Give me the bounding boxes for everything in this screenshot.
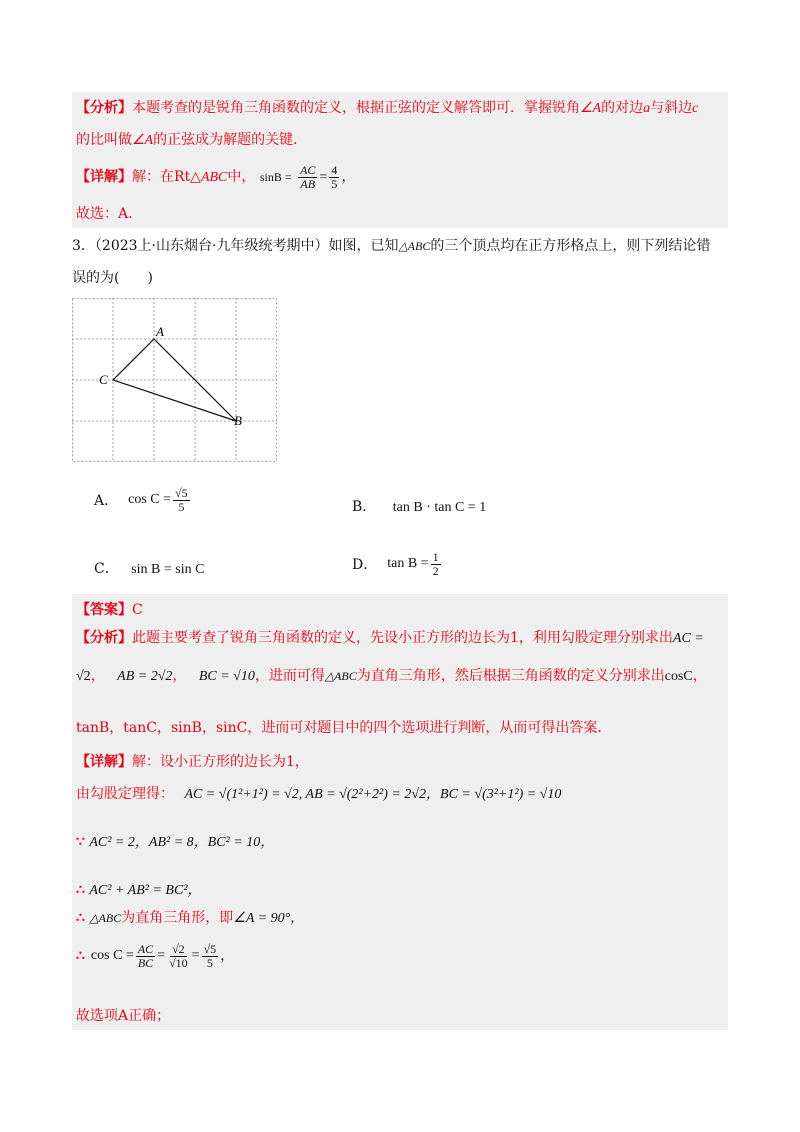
fenxi-text: 为直角三角形，然后根据三角函数的定义分别求出 [356, 668, 665, 684]
final-line [76, 1006, 170, 1026]
fraction-ac-ab: $\frac{AC}{AB}$ [300, 162, 316, 191]
fraction-sqrt5-5: $\frac{√5}{5}$ [203, 941, 217, 970]
fenxi-text: 的对边 [601, 100, 644, 116]
triangle-abc: △ABC [324, 669, 357, 683]
ac-expr: AC = [672, 631, 704, 646]
prev-xiangjie-line: 【详解】解：在Rt△ABC中， sinB = $\frac{AC}{AB}$ = $\frac{4}{5}$ ， [76, 162, 356, 191]
cos-line: ∴ cos C = $\frac{AC}{BC}$ = $\frac{√2}{√10}$ = $\frac{√5}{5}$ ， [76, 941, 235, 970]
option-b[interactable] [352, 496, 486, 516]
angle-a: ∠A [580, 101, 602, 116]
angle-a-90: ∠A = 90°， [233, 911, 305, 926]
triangle-abc: △ABC [398, 239, 431, 253]
fraction-sqrt2-sqrt10: $\frac{√2}{√10}$ [169, 941, 188, 970]
fenxi-tag: 【分析】 [76, 630, 132, 646]
fenxi-tag: 【分析】 [76, 100, 132, 116]
gougu-line [76, 784, 561, 805]
option-a[interactable] [94, 480, 192, 520]
prev-fenxi-line2 [76, 130, 307, 151]
therefore-line1 [76, 880, 202, 901]
therefore-line2 [76, 908, 304, 929]
because-expr: AC² = 2，AB² = 8，BC² = 10， [89, 835, 275, 850]
option-d-fraction: $\frac{1}{2}$ [432, 549, 439, 578]
grid-figure [72, 298, 278, 464]
cosc-expr: cosC [664, 669, 693, 684]
fenxi-text: tanB，tanC，sinB，sinC，进而可对题目中的四个选项进行判断，从而可得出答案． [76, 720, 612, 736]
answer-tag: 【答案】 [76, 602, 132, 618]
var-a: a [643, 101, 651, 116]
option-b-expr: tan B · tan C = 1 [392, 500, 487, 515]
question-line1 [72, 236, 710, 256]
xiangjie-text: 解：设小正方形的边长为1， [132, 754, 309, 770]
vertex-label-a: A [156, 324, 164, 339]
option-a-label: A． [94, 493, 119, 509]
prev-fenxi-line1 [76, 98, 698, 119]
option-b-label: B． [352, 499, 377, 515]
triangle-abc: △ABC [89, 911, 122, 925]
option-c-expr: sin B = sin C [131, 562, 205, 577]
fraction-ac-bc: $\frac{AC}{BC}$ [137, 941, 154, 970]
option-d-label: D． [352, 557, 378, 573]
ab-expr: AB = 2√2 [117, 669, 173, 684]
because-symbol: ∵ [76, 834, 85, 850]
therefore-text: 为直角三角形，即 [121, 910, 234, 926]
therefore-expr: AC² + AB² = BC²， [89, 883, 202, 898]
triangle-abc: ABC [200, 170, 228, 185]
answer-line [76, 600, 143, 620]
therefore-symbol: ∴ [76, 948, 85, 964]
fenxi-text: 的正弦成为解题的关键． [153, 132, 308, 148]
option-d-lhs: tan B = [387, 556, 429, 571]
option-c-label: C． [94, 561, 119, 577]
fraction-4-5: $\frac{4}{5}$ [331, 162, 338, 191]
cos-lhs: cos C = [90, 948, 134, 963]
gougu-text: 由勾股定理得： [76, 786, 174, 802]
answer-value: C [132, 602, 143, 618]
fenxi-text: 的比叫做 [76, 132, 132, 148]
fenxi-line1 [76, 628, 704, 649]
option-a-lhs: cos C = [128, 492, 172, 507]
therefore-symbol: ∴ [76, 910, 85, 926]
question-line2: 误的为( ) [72, 270, 153, 286]
question-text: 的三个顶点均在正方形格点上，则下列结论错 [430, 238, 711, 254]
fenxi-text: 与斜边 [650, 100, 693, 116]
var-c: c [692, 101, 699, 116]
fenxi-text: 本题考查的是锐角三角函数的定义，根据正弦的定义解答即可．掌握锐角 [132, 100, 580, 116]
option-d[interactable] [352, 544, 443, 584]
gougu-expr: AC = √(1²+1²) = √2, AB = √(2²+2²) = 2√2，BC = √(3²+1²) = √10 [184, 787, 562, 802]
xiangjie-tag: 【详解】 [76, 754, 132, 770]
prev-answer: 故选：A． [76, 206, 143, 222]
sinb-expr: sinB = [259, 170, 292, 184]
fenxi-line2: √2， AB = 2√2， BC = √10，进而可得△ABC为直角三角形，然后根据三角函数的定义分别求出cosC， [76, 668, 707, 684]
question-number: 3． [72, 238, 95, 254]
xiangjie-text: 解：在Rt△ [132, 169, 201, 185]
angle-a: ∠A [132, 133, 154, 148]
bc-expr: BC = √10 [198, 669, 255, 684]
fenxi-line3 [76, 718, 611, 738]
fenxi-text: ，进而可得 [254, 668, 325, 684]
vertex-label-b: B [234, 413, 242, 428]
fenxi-text: 此题主要考查了锐角三角函数的定义，先设小正方形的边长为1，利用勾股定理分别求出 [132, 630, 673, 646]
therefore-symbol: ∴ [76, 882, 85, 898]
option-c[interactable] [94, 558, 204, 578]
because-line [76, 832, 274, 853]
xiangjie-tag: 【详解】 [76, 169, 132, 185]
sqrt2: √2 [76, 669, 91, 684]
vertex-label-c: C [99, 372, 108, 387]
xiangjie-text: 中， [227, 169, 256, 185]
question-text: （2023上·山东烟台·九年级统考期中）如图，已知 [94, 238, 399, 254]
option-a-fraction: $\frac{√5}{5}$ [175, 485, 188, 514]
xiangjie-line1 [76, 752, 309, 772]
final-text: 故选项A正确； [76, 1008, 171, 1024]
equals: = [319, 170, 328, 185]
